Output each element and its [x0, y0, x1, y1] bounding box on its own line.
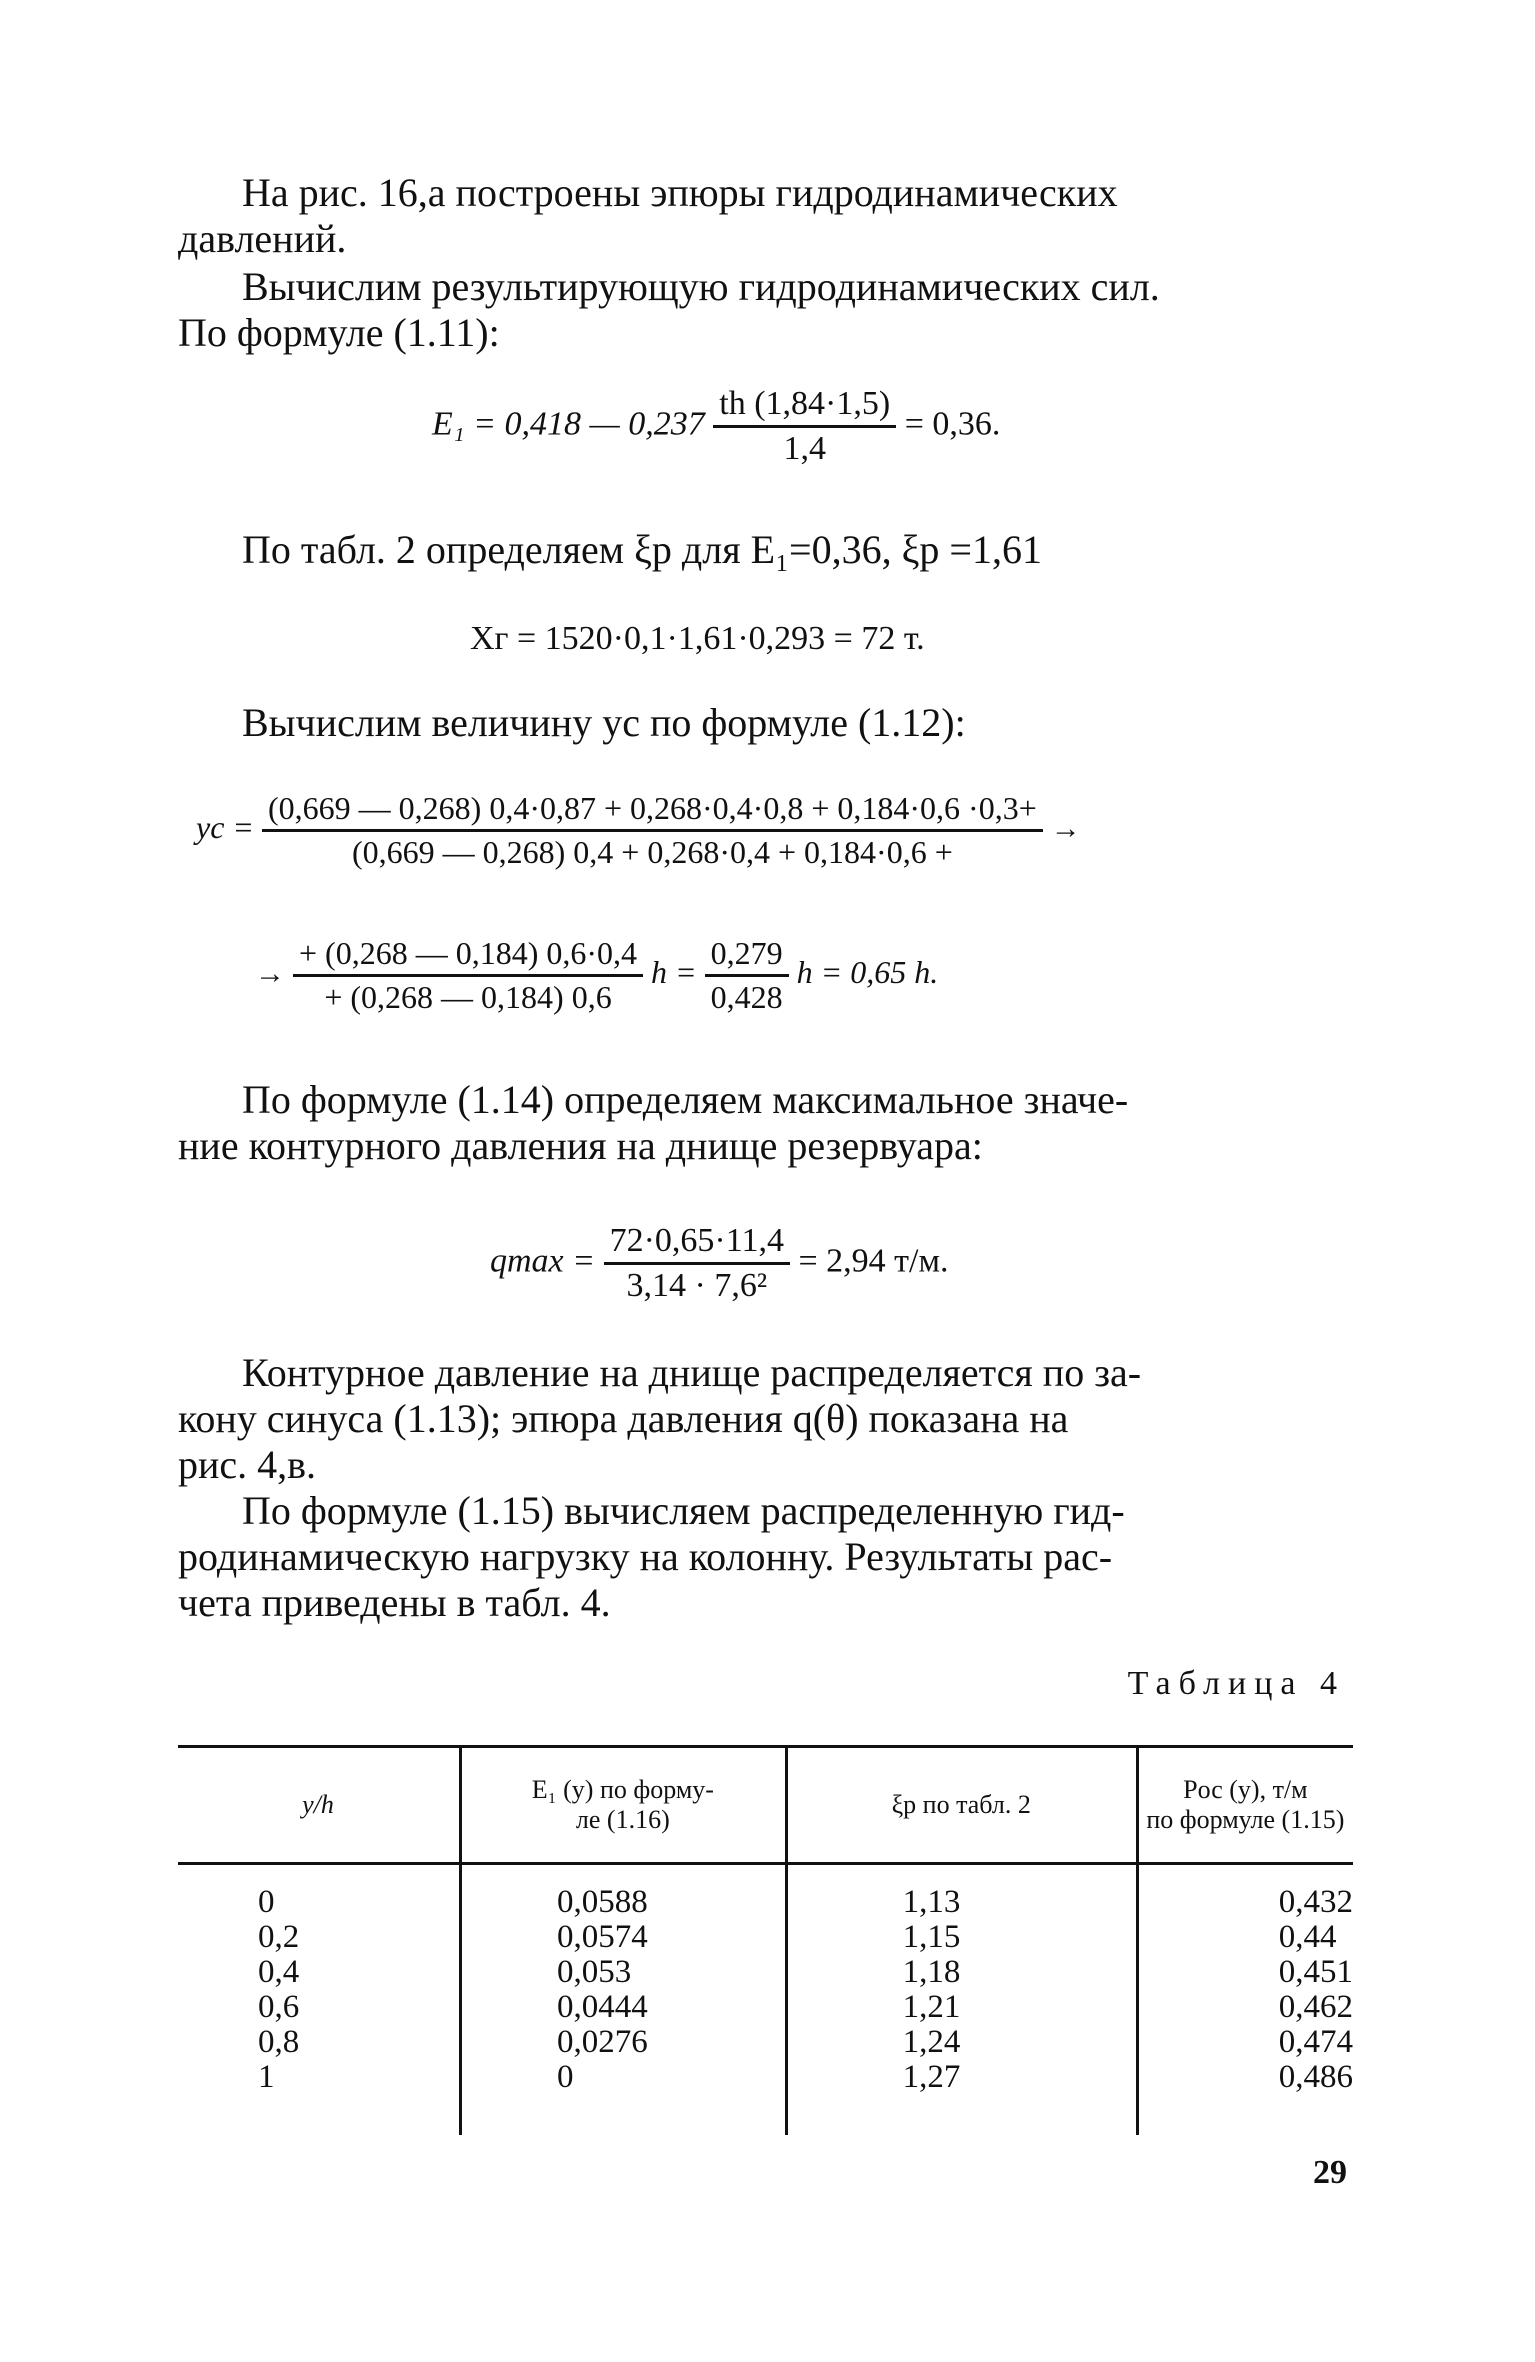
paragraph-7-line-1: По формуле (1.15) вычисляем распределенную гид-	[242, 1488, 1125, 1533]
paragraph-5	[178, 1077, 1342, 1169]
table-cell: 0,0588	[460, 1864, 786, 1921]
paragraph-3	[242, 527, 1342, 573]
paragraph-3-line-1: По табл. 2 определяем ξр для E₁=0,36, ξр =1,61	[242, 527, 1042, 572]
table-cell: 0,8	[258, 2024, 300, 2060]
paragraph-7-line-2: родинамическую нагрузку на колонну. Результаты рас-	[178, 1534, 1113, 1579]
table-cell: 0,0276	[460, 2025, 786, 2060]
table-cell: 0,6	[258, 1989, 300, 2025]
continuation-arrow-icon: →	[1050, 811, 1081, 845]
formula-qmax-denominator: 3,14 · 7,6²	[626, 1267, 768, 1304]
formula-e1	[432, 385, 1000, 468]
paragraph-1-line-2: давлений.	[178, 216, 347, 261]
formula-yc2-fraction	[293, 935, 643, 1016]
table-row	[178, 1990, 1353, 2025]
paragraph-2-line-2: По формуле (1.11):	[178, 310, 500, 355]
formula-yc2-denominator: + (0,268 — 0,184) 0,6	[324, 979, 612, 1015]
formula-yc2-numerator-b: 0,279	[705, 935, 789, 977]
table-row	[178, 1955, 1353, 1990]
table-cell: 0,432	[1137, 1864, 1353, 1921]
paragraph-5-line-1: По формуле (1.14) определяем максимальное значе-	[242, 1077, 1129, 1122]
formula-yc-part1	[196, 790, 1081, 871]
paragraph-2	[178, 264, 1342, 356]
formula-e1-fraction	[713, 385, 896, 468]
table-cell: 0,053	[460, 1955, 786, 1990]
formula-yc2-rhs: h = 0,65 h.	[796, 953, 939, 990]
formula-yc-fraction	[262, 790, 1043, 871]
table-cell: 0,486	[1137, 2060, 1353, 2135]
formula-qmax-rhs: = 2,94 т/м.	[798, 1242, 949, 1280]
table-cell: 0,4	[258, 1954, 300, 1990]
paragraph-6-line-2: кону синуса (1.13); эпюра давления q(θ) показана на	[178, 1396, 1069, 1441]
table-cell: 0,451	[1137, 1955, 1353, 1990]
table-cell: 1,18	[786, 1955, 1137, 1990]
table-cell: 0	[460, 2060, 786, 2135]
table-row	[178, 2060, 1353, 2135]
results-table	[178, 1745, 1353, 2135]
table-caption: Таблица 4	[1127, 1665, 1345, 1702]
formula-yc-part2	[255, 935, 938, 1016]
formula-qmax-lhs: qmax =	[490, 1242, 596, 1280]
table-row	[178, 2025, 1353, 2060]
table-header-yh: y/h	[178, 1747, 460, 1864]
formula-yc-lhs: yс =	[196, 808, 254, 845]
formula-e1-rhs: = 0,36.	[904, 405, 1001, 443]
table-cell: 0,474	[1137, 2025, 1353, 2060]
formula-yc-denominator: (0,669 — 0,268) 0,4 + 0,268·0,4 + 0,184·0,6 +	[351, 834, 953, 870]
table-cell: 1,24	[786, 2025, 1137, 2060]
paragraph-5-line-2: ние контурного давления на днище резервуара:	[178, 1123, 983, 1168]
paragraph-7	[178, 1488, 1342, 1626]
table-cell: 1,21	[786, 1990, 1137, 2025]
table-cell: 1,15	[786, 1920, 1137, 1955]
paragraph-7-line-3: чета приведены в табл. 4.	[178, 1580, 611, 1625]
formula-yc-numerator: (0,669 — 0,268) 0,4·0,87 + 0,268·0,4·0,8 + 0,184·0,6 ·0,3+	[262, 790, 1043, 832]
page-number: 29	[1313, 2154, 1347, 2191]
paragraph-4-line-1: Вычислим величину yс по формуле (1.12):	[242, 700, 966, 745]
paragraph-4	[242, 700, 1342, 746]
table-cell: 0,44	[1137, 1920, 1353, 1955]
paragraph-1-line-1: На рис. 16,а построены эпюры гидродинамических	[242, 170, 1118, 215]
table-cell: 0,2	[258, 1919, 300, 1955]
paragraph-6-line-3: рис. 4,в.	[178, 1442, 317, 1487]
table-row	[178, 1920, 1353, 1955]
table-cell: 0,0574	[460, 1920, 786, 1955]
table-cell: 1	[258, 2059, 275, 2095]
table-cell: 0,462	[1137, 1990, 1353, 2025]
formula-yc2-fraction-b	[705, 935, 789, 1016]
table-cell: 1,13	[786, 1864, 1137, 1921]
formula-qmax-numerator: 72·0,65·11,4	[604, 1222, 790, 1265]
paragraph-6-line-1: Контурное давление на днище распределяется по за-	[242, 1350, 1142, 1395]
paragraph-6	[178, 1350, 1342, 1488]
paragraph-2-line-1: Вычислим результирующую гидродинамических сил.	[242, 264, 1160, 309]
formula-yc2-mid: h =	[651, 953, 697, 990]
table-cell: 0	[258, 1884, 275, 1920]
formula-e1-numerator: th (1,84·1,5)	[713, 385, 896, 428]
table-header-row	[178, 1747, 1353, 1864]
paragraph-1	[178, 170, 1342, 262]
table-header-poc: Pос (y), т/м по формуле (1.15)	[1137, 1747, 1353, 1864]
formula-qmax-fraction	[604, 1222, 790, 1305]
formula-e1-denominator: 1,4	[783, 430, 826, 467]
formula-qmax	[490, 1222, 948, 1305]
formula-yc2-denominator-b: 0,428	[710, 979, 783, 1015]
table-cell: 1,27	[786, 2060, 1137, 2135]
table-cell: 0,0444	[460, 1990, 786, 2025]
formula-yc2-numerator: + (0,268 — 0,184) 0,6·0,4	[293, 935, 643, 977]
formula-xg: Xг = 1520·0,1·1,61·0,293 = 72 т.	[470, 620, 925, 657]
table-row	[178, 1864, 1353, 1921]
formula-e1-lhs: E₁ = 0,418 — 0,237	[432, 405, 705, 443]
table-header-xi: ξр по табл. 2	[786, 1747, 1137, 1864]
continuation-arrow-left-icon: →	[255, 956, 285, 990]
table-header-e1: E₁ (y) по форму- ле (1.16)	[460, 1747, 786, 1864]
